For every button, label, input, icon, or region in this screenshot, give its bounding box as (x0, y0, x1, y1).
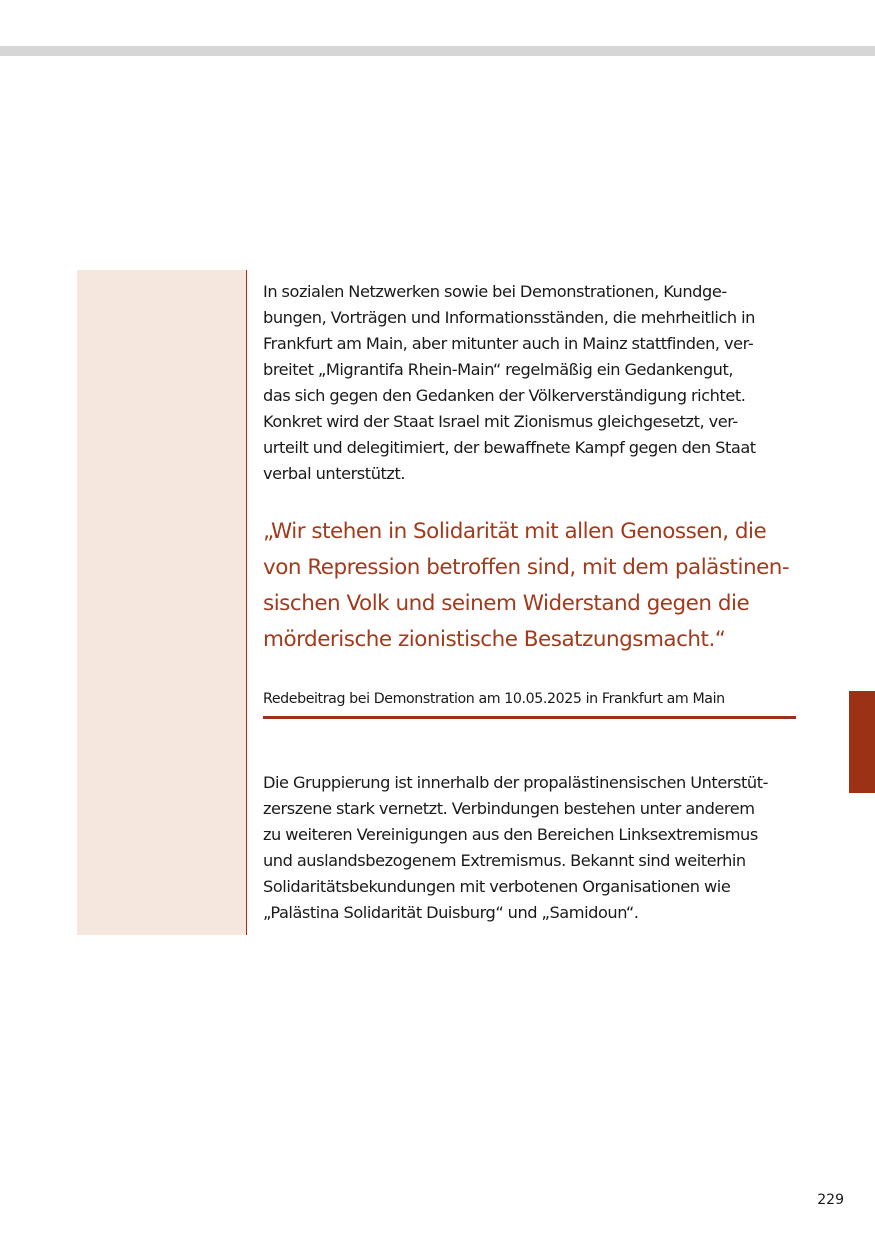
text-line: Konkret wird der Staat Israel mit Zionismus gleichgesetzt, ver- (263, 412, 738, 431)
text-line: bungen, Vorträgen und Informationsständen, die mehrheitlich in (263, 308, 755, 327)
caption-rule (263, 716, 796, 719)
text-line: zerszene stark vernetzt. Verbindungen bestehen unter anderem (263, 799, 755, 818)
text-line: Die Gruppierung ist innerhalb der propalästinensischen Unterstüt- (263, 773, 769, 792)
text-line: zu weiteren Vereinigungen aus den Bereichen Linksextremismus (263, 825, 758, 844)
pull-quote (263, 514, 808, 658)
quote-caption: Redebeitrag bei Demonstration am 10.05.2025 in Frankfurt am Main (263, 691, 725, 707)
text-line: Frankfurt am Main, aber mitunter auch in Mainz stattfinden, ver- (263, 334, 754, 353)
quote-line: „Wir stehen in Solidarität mit allen Genossen, die (263, 519, 767, 544)
side-divider (246, 270, 247, 935)
paragraph-network (263, 770, 803, 926)
chapter-thumb-tab (849, 691, 875, 793)
paragraph-intro (263, 279, 803, 487)
text-line: das sich gegen den Gedanken der Völkerverständigung richtet. (263, 386, 746, 405)
text-line: Solidaritätsbekundungen mit verbotenen Organisationen wie (263, 877, 731, 896)
quote-line: mörderische zionistische Besatzungsmacht.“ (263, 627, 726, 652)
text-line: urteilt und delegitimiert, der bewaffnete Kampf gegen den Staat (263, 438, 756, 457)
text-line: breitet „Migrantifa Rhein-Main“ regelmäßig ein Gedankengut, (263, 360, 734, 379)
text-line: und auslandsbezogenem Extremismus. Bekannt sind weiterhin (263, 851, 746, 870)
text-line: In sozialen Netzwerken sowie bei Demonstrationen, Kundge- (263, 282, 727, 301)
top-rule (0, 46, 875, 56)
quote-line: sischen Volk und seinem Widerstand gegen die (263, 591, 750, 616)
quote-line: von Repression betroffen sind, mit dem palästinen- (263, 555, 790, 580)
text-line: „Palästina Solidarität Duisburg“ und „Samidoun“. (263, 903, 639, 922)
page-number: 229 (817, 1192, 844, 1208)
side-panel (77, 270, 247, 935)
text-line: verbal unterstützt. (263, 464, 406, 483)
